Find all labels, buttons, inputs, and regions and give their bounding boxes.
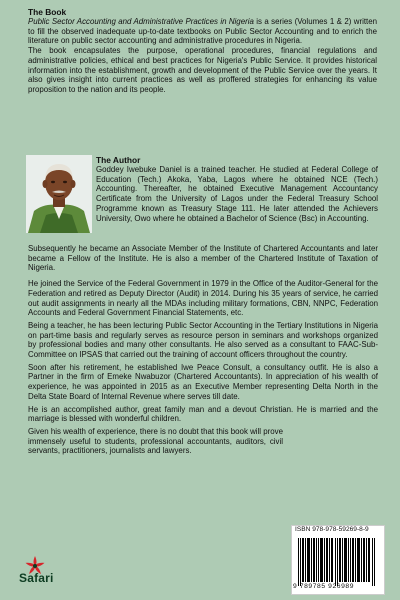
author-paragraph-1b: Subsequently he became an Associate Member of the Institute of Chartered Accountants and later became a Fellow of the Institute. He is also a member of the Chartered Institute of Taxation of Nigeria. (28, 244, 378, 273)
author-paragraph-5: He is an accomplished author, great family man and a devout Christian. He is married and the marriage is blessed with wonderful children. (28, 404, 378, 424)
author-details (28, 244, 378, 459)
author-paragraph-4: Soon after his retirement, he established Iwe Peace Consult, a consultancy outfit. He is also a Partner in the firm of Emeke Nwabuzor (Chartered Accountants). In appreciation of his wealth of experience, he was appointed in 2015 as an Executive Member representing Delta North in the Delta State Board of Internal Revenue where serves till date. (28, 362, 378, 401)
author-photo (26, 155, 92, 233)
book-paragraph-2: The book encapsulates the purpose, operational procedures, financial regulations and administrative policies, ethical and best practices for Nigeria's Public Service. It provides historical information into the establishment, growth and development of the Public Service over the years. It also gives insight into current practices as well as proffered strategies for enhancing its value proposition to the nation and its people. (28, 46, 377, 94)
book-section (28, 7, 377, 95)
author-portrait-image (26, 155, 92, 233)
author-paragraph-3: Being a teacher, he has been lecturing Public Sector Accounting in the Tertiary Institutions in Nigeria on part-time basis and regularly serves as resource person in seminars and workshops organized by professional bodies and many other consultants. He also served as a consultant to FAAC-Sub-Committee on IPSAS that carried out the training of account officers throughout the country. (28, 320, 378, 360)
isbn-label: ISBN 978-978-59269-8-9 (295, 526, 369, 533)
book-title: Public Sector Accounting and Administrative Practices in Nigeria (28, 17, 254, 26)
book-paragraph-1-text: is a series (Volumes 1 & 2) written to fill the observed inadequate up-to-date textbooks on Public Sector Accounting and to enrich the literature on public sector accounting and administrative procedures in Nigeria. (28, 17, 377, 46)
author-paragraph-6: Given his wealth of experience, there is no doubt that this book will prove immensely useful to students, professional accountants, auditors, civil servants, practitioners, journalists and lawyers. (28, 426, 283, 456)
book-paragraph-1 (28, 17, 377, 46)
barcode-number: 9 789785 926989 (293, 583, 355, 590)
publisher-name: Safari (19, 571, 54, 585)
author-heading: The Author (96, 155, 141, 165)
author-paragraph-2: He joined the Service of the Federal Government in 1979 in the Office of the Auditor-General for the Federation and retired as Deputy Director (Audit) in 2014. During his 35 years of service, he carried out audit assignments in nearly all the MDAs including military formations, CBN, NNPC, Federation Accounts and Federal Government Financial Statements, etc. (28, 279, 378, 318)
author-paragraph-1a: Goddey Iwebuke Daniel is a trained teacher. He studied at Federal College of Education (Tech.) Akoka, Yaba, Lagos where he obtained NCE (Tech.) Accounting. Thereafter, he obtained Executive Management Accountancy Certificate from the University of Lagos under the Federal Treasury School Programme known as Treasury Stage 111. He later attended the Achievers University, Owo where he obtained a Bachelor of Science (Bsc) in Accounting. (96, 165, 378, 223)
author-intro (96, 165, 378, 223)
book-heading: The Book (28, 7, 67, 17)
